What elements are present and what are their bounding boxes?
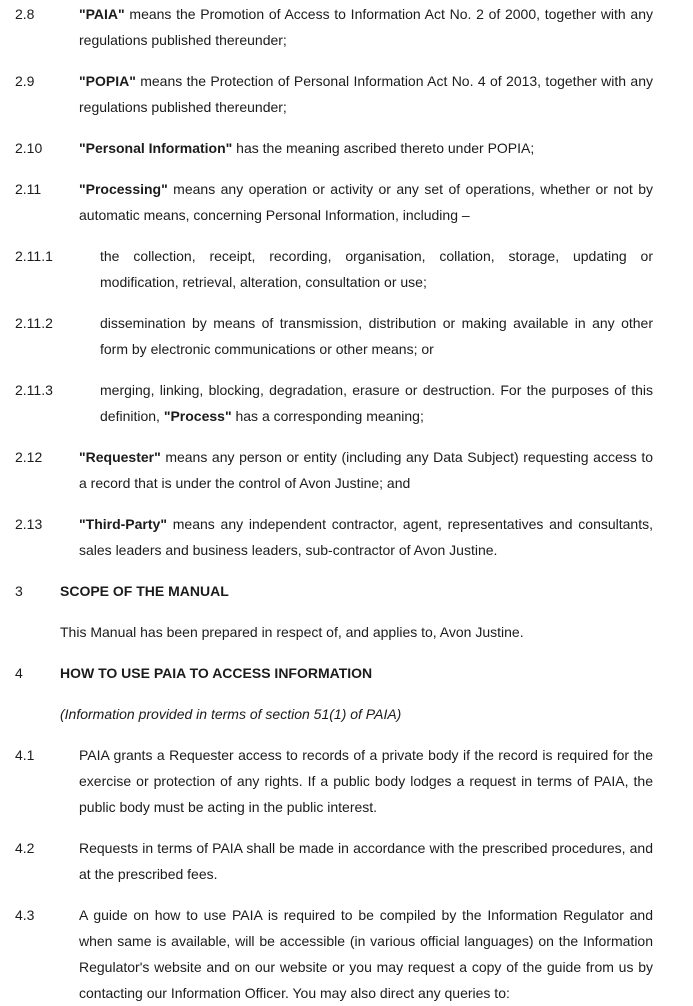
clause-text: A guide on how to use PAIA is required to be compiled by the Information Regulator and when same is available, will be accessible (in various official languages) on the Information Regulator's website and on our website or you may request a copy of the guide from us by contacting our Information Officer. You may also direct any queries to: bbox=[79, 907, 653, 1001]
clause-text: "Personal Information" has the meaning ascribed thereto under POPIA; bbox=[79, 140, 535, 156]
clause-text: "Processing" means any operation or activity or any set of operations, whether or not by automatic means, concerning Personal Information, including – bbox=[79, 181, 653, 223]
body-paragraph bbox=[15, 619, 653, 645]
clause-number: 2.13 bbox=[15, 516, 43, 532]
clause-number: 4 bbox=[15, 665, 23, 681]
clause-paragraph bbox=[15, 444, 653, 496]
clause-text: (Information provided in terms of section 51(1) of PAIA) bbox=[60, 706, 402, 722]
clause-paragraph bbox=[15, 511, 653, 563]
clause-paragraph bbox=[15, 742, 653, 820]
body-paragraph bbox=[15, 701, 653, 727]
clause-number: 2.8 bbox=[15, 6, 35, 22]
clause-paragraph bbox=[15, 243, 653, 295]
clause-paragraph bbox=[15, 176, 653, 228]
clause-number: 2.11.3 bbox=[15, 382, 53, 398]
clause-text: HOW TO USE PAIA TO ACCESS INFORMATION bbox=[60, 665, 373, 681]
clause-text: Requests in terms of PAIA shall be made in accordance with the prescribed procedures, and at the prescribed fees. bbox=[79, 840, 653, 882]
clause-text: merging, linking, blocking, degradation, erasure or destruction. For the purposes of this definition, "Process" has a corresponding meaning; bbox=[100, 382, 653, 424]
clause-text: "PAIA" means the Promotion of Access to Information Act No. 2 of 2000, together with any regulations published thereunder; bbox=[79, 6, 653, 48]
clause-number: 2.9 bbox=[15, 73, 35, 89]
section-heading bbox=[15, 660, 653, 686]
clause-paragraph bbox=[15, 902, 653, 1006]
clause-paragraph bbox=[15, 68, 653, 120]
clause-paragraph bbox=[15, 377, 653, 429]
section-heading bbox=[15, 578, 653, 604]
clause-number: 2.11.1 bbox=[15, 248, 53, 264]
clause-text: "Third-Party" means any independent contractor, agent, representatives and consultants, sales leaders and business leaders, sub-contractor of Avon Justine. bbox=[79, 516, 653, 558]
document-body bbox=[15, 1, 653, 1006]
clause-text: PAIA grants a Requester access to records of a private body if the record is required for the exercise or protection of any rights. If a public body lodges a request in terms of PAIA, the public body must be acting in the public interest. bbox=[79, 747, 653, 815]
clause-paragraph bbox=[15, 135, 653, 161]
clause-number: 3 bbox=[15, 583, 23, 599]
clause-number: 2.10 bbox=[15, 140, 43, 156]
clause-text: SCOPE OF THE MANUAL bbox=[60, 583, 229, 599]
clause-text: "POPIA" means the Protection of Personal Information Act No. 4 of 2013, together with any regulations published thereunder; bbox=[79, 73, 653, 115]
clause-text: This Manual has been prepared in respect of, and applies to, Avon Justine. bbox=[60, 624, 524, 640]
clause-number: 2.11.2 bbox=[15, 315, 53, 331]
clause-number: 2.12 bbox=[15, 449, 43, 465]
clause-number: 4.1 bbox=[15, 747, 35, 763]
clause-number: 4.3 bbox=[15, 907, 35, 923]
clause-text: the collection, receipt, recording, organisation, collation, storage, updating or modification, retrieval, alteration, consultation or use; bbox=[100, 248, 653, 290]
clause-number: 4.2 bbox=[15, 840, 35, 856]
clause-paragraph bbox=[15, 835, 653, 887]
clause-text: dissemination by means of transmission, distribution or making available in any other form by electronic communications or other means; or bbox=[100, 315, 653, 357]
clause-paragraph bbox=[15, 1, 653, 53]
clause-number: 2.11 bbox=[15, 181, 42, 197]
clause-text: "Requester" means any person or entity (including any Data Subject) requesting access to a record that is under the control of Avon Justine; and bbox=[79, 449, 653, 491]
clause-paragraph bbox=[15, 310, 653, 362]
